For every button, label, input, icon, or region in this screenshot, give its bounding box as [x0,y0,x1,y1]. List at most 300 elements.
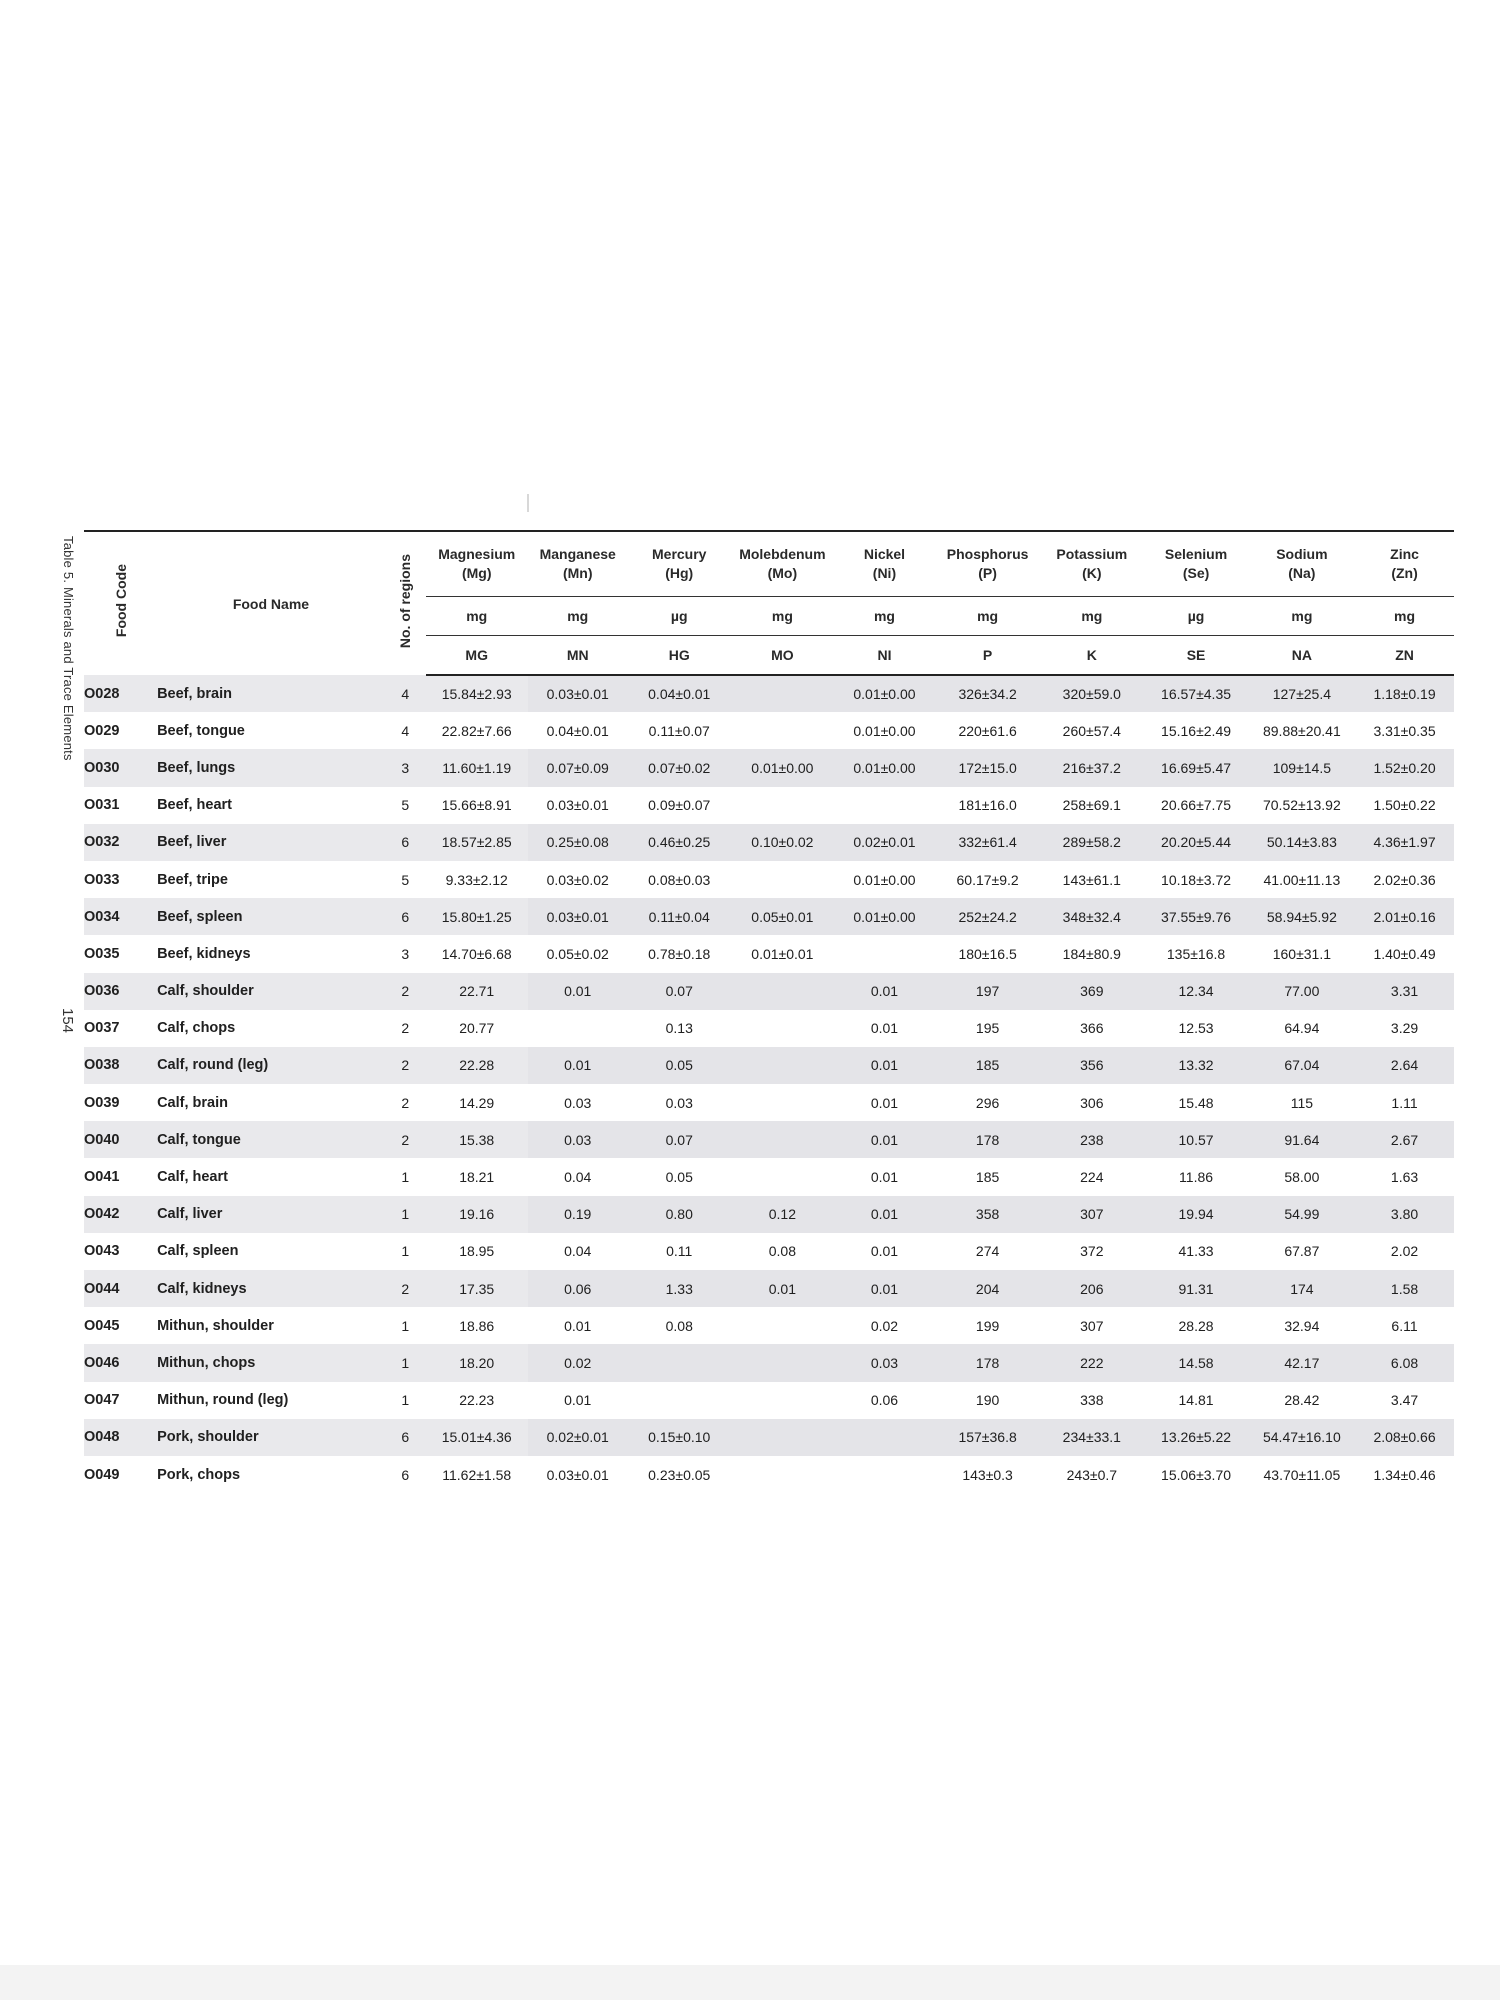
value-cell: 1.63 [1390,1169,1419,1186]
value-cell [528,1010,628,1047]
value-cell: 0.02±0.01 [528,1419,628,1456]
food-code-cell: O037 [84,1020,120,1037]
nutrient-unit: µg [1143,597,1248,636]
nutrient-header [834,531,935,597]
value-cell: 0.01 [564,1317,592,1334]
value-cell: 54.47±16.10 [1249,1419,1355,1456]
value-cell: 20.20±5.44 [1143,824,1248,861]
value-cell: 0.01±0.00 [834,749,935,786]
value-cell: 178 [935,1121,1040,1158]
value-cell: 0.02 [528,1344,628,1381]
value-cell: 2.02 [1390,1243,1419,1260]
value-cell: 0.01 [870,1243,899,1260]
value-cell: 1.50±0.22 [1373,797,1436,814]
value-cell: 0.01 [564,1392,592,1409]
value-cell: 224 [1080,1169,1104,1186]
value-cell [731,1307,834,1344]
value-cell: 0.04±0.01 [628,675,731,712]
table-row [84,973,1454,1010]
nutrient-name: Phosphorus [946,546,1029,562]
value-cell: 260±57.4 [1062,722,1121,739]
food-name-cell: Calf, brain [157,1094,228,1111]
value-cell: 0.08 [768,1243,796,1260]
value-cell [731,1047,834,1084]
table-row [84,1382,1454,1419]
value-cell: 0.01 [731,1270,834,1307]
value-cell: 64.94 [1284,1020,1320,1037]
value-cell [731,1456,834,1493]
value-cell: 0.01±0.00 [731,749,834,786]
nutrient-tag: MG [426,636,528,676]
nutrient-symbol: (Mo) [767,565,798,581]
food-name-cell: Beef, tripe [157,871,228,888]
nutrient-symbol: (Mn) [562,565,593,581]
nutrient-symbol: (Ni) [872,565,897,581]
nutrient-name: Selenium [1164,546,1228,562]
value-cell: 332±61.4 [935,824,1040,861]
value-cell: 1.52±0.20 [1355,749,1454,786]
regions-cell: 2 [385,1121,426,1158]
table-row [84,935,1454,972]
food-name-cell: Beef, liver [157,824,385,861]
nutrient-name: Mercury [652,546,707,562]
value-cell: 0.07±0.09 [528,749,628,786]
value-cell: 135±16.8 [1166,945,1226,962]
food-code-cell: O038 [84,1047,157,1084]
value-cell: 197 [935,973,1040,1010]
food-code-cell: O049 [84,1466,120,1483]
nutrient-tag: NA [1249,636,1355,676]
nutrient-unit: µg [628,597,731,636]
value-cell: 15.06±3.70 [1161,1466,1232,1483]
food-code-cell: O044 [84,1270,157,1307]
value-cell: 326±34.2 [935,675,1040,712]
value-cell: 0.01 [870,1020,899,1037]
table-row [84,1158,1454,1195]
food-name-cell: Calf, chops [157,1020,236,1037]
value-cell: 0.11±0.04 [628,898,731,935]
food-code-cell: O029 [84,722,120,739]
table-body [84,675,1454,1493]
value-cell: 22.23 [459,1392,495,1409]
value-cell: 234±33.1 [1040,1419,1143,1456]
value-cell [628,1344,731,1381]
value-cell: 12.53 [1178,1020,1214,1037]
value-cell: 0.01±0.00 [834,898,935,935]
value-cell: 10.57 [1143,1121,1248,1158]
value-cell: 0.08±0.03 [648,871,711,888]
food-code-cell: O035 [84,945,120,962]
value-cell: 58.94±5.92 [1249,898,1355,935]
value-cell: 0.01 [834,1047,935,1084]
nutrient-header [1355,531,1454,597]
food-name-cell: Beef, kidneys [157,945,251,962]
value-cell: 0.01 [870,1094,899,1111]
nutrient-header [1249,531,1355,597]
nutrient-symbol: (Na) [1288,565,1316,581]
value-cell: 160±31.1 [1272,945,1332,962]
value-cell: 10.18±3.72 [1161,871,1232,888]
table-row [84,1121,1454,1158]
nutrient-name: Nickel [863,546,906,562]
value-cell: 2.08±0.66 [1355,1419,1454,1456]
food-name-header: Food Name [157,531,385,675]
value-cell: 338 [1080,1392,1104,1409]
food-code-cell: O042 [84,1196,157,1233]
value-cell: 15.38 [426,1121,528,1158]
nutrient-tag: MN [528,636,628,676]
food-name-cell: Beef, brain [157,675,385,712]
value-cell: 3.47 [1390,1392,1419,1409]
value-cell: 0.03 [528,1121,628,1158]
regions-cell: 2 [401,1020,410,1037]
value-cell: 0.12 [731,1196,834,1233]
value-cell: 184±80.9 [1062,945,1121,962]
value-cell: 190 [975,1392,1000,1409]
value-cell: 0.06 [528,1270,628,1307]
food-name-cell: Beef, tongue [157,722,245,739]
value-cell: 42.17 [1249,1344,1355,1381]
value-cell [628,1382,731,1419]
nutrient-unit: mg [834,597,935,636]
value-cell: 127±25.4 [1249,675,1355,712]
food-code-cell: O030 [84,749,157,786]
value-cell: 0.04 [564,1169,592,1186]
value-cell: 358 [935,1196,1040,1233]
nutrient-tag: K [1040,636,1143,676]
food-name-cell: Pork, shoulder [157,1419,385,1456]
value-cell: 0.10±0.02 [731,824,834,861]
table-row [84,1233,1454,1270]
value-cell: 22.28 [426,1047,528,1084]
value-cell: 0.01 [834,1270,935,1307]
food-code-cell: O046 [84,1344,157,1381]
value-cell: 195 [975,1020,1000,1037]
food-code-cell: O039 [84,1094,120,1111]
value-cell: 9.33±2.12 [445,871,508,888]
food-code-cell: O036 [84,973,157,1010]
nutrient-unit: mg [426,597,528,636]
nutrient-header [528,531,628,597]
value-cell: 174 [1249,1270,1355,1307]
value-cell: 306 [1080,1094,1104,1111]
value-cell [731,861,834,898]
nutrient-tag: ZN [1355,636,1454,676]
nutrient-unit: mg [1355,597,1454,636]
food-name-cell: Calf, heart [157,1169,228,1186]
value-cell: 109±14.5 [1249,749,1355,786]
value-cell: 19.16 [426,1196,528,1233]
value-cell: 1.34±0.46 [1373,1466,1436,1483]
value-cell: 67.04 [1249,1047,1355,1084]
value-cell: 178 [935,1344,1040,1381]
value-cell: 67.87 [1284,1243,1320,1260]
value-cell: 172±15.0 [935,749,1040,786]
value-cell: 19.94 [1143,1196,1248,1233]
nutrient-header [426,531,528,597]
value-cell: 18.86 [459,1317,495,1334]
food-name-cell: Mithun, shoulder [157,1317,274,1334]
regions-cell: 1 [401,1169,410,1186]
table-row [84,749,1454,786]
value-cell [731,787,834,824]
regions-cell: 3 [401,945,410,962]
regions-cell: 3 [385,749,426,786]
value-cell: 220±61.6 [958,722,1017,739]
value-cell: 252±24.2 [935,898,1040,935]
table-row [84,1084,1454,1121]
value-cell: 22.82±7.66 [441,722,512,739]
regions-cell: 6 [385,898,426,935]
nutrient-symbol: (P) [978,565,997,581]
value-cell: 143±61.1 [1062,871,1121,888]
value-cell [731,675,834,712]
table-row [84,1196,1454,1233]
value-cell: 13.32 [1143,1047,1248,1084]
value-cell: 0.05±0.01 [731,898,834,935]
food-code-cell: O031 [84,797,120,814]
value-cell: 54.99 [1249,1196,1355,1233]
value-cell: 157±36.8 [935,1419,1040,1456]
value-cell: 206 [1040,1270,1143,1307]
value-cell: 6.11 [1391,1317,1418,1334]
value-cell: 28.42 [1284,1392,1320,1409]
value-cell: 0.03±0.01 [528,898,628,935]
nutrient-unit: mg [528,597,628,636]
value-cell: 3.80 [1355,1196,1454,1233]
value-cell: 296 [975,1094,1000,1111]
value-cell: 91.64 [1249,1121,1355,1158]
value-cell [731,1084,834,1121]
regions-cell: 2 [401,1094,410,1111]
value-cell: 58.00 [1284,1169,1320,1186]
food-code-cell: O045 [84,1317,120,1334]
food-name-cell: Calf, tongue [157,1121,385,1158]
regions-cell: 1 [401,1243,410,1260]
value-cell: 369 [1040,973,1143,1010]
food-name-cell: Calf, shoulder [157,973,385,1010]
value-cell: 320±59.0 [1040,675,1143,712]
value-cell: 348±32.4 [1040,898,1143,935]
value-cell: 0.01±0.01 [751,945,814,962]
table-row [84,1456,1454,1493]
nutrient-header [628,531,731,597]
table-row [84,1047,1454,1084]
value-cell: 15.80±1.25 [426,898,528,935]
value-cell: 2.01±0.16 [1355,898,1454,935]
table-row [84,1270,1454,1307]
value-cell: 50.14±3.83 [1249,824,1355,861]
value-cell: 0.01±0.00 [853,722,916,739]
value-cell: 0.04±0.01 [546,722,609,739]
value-cell: 0.01 [834,1121,935,1158]
value-cell: 41.33 [1178,1243,1214,1260]
value-cell: 143±0.3 [962,1466,1013,1483]
food-name-cell: Calf, kidneys [157,1270,385,1307]
value-cell: 89.88±20.41 [1262,722,1341,739]
regions-cell: 2 [385,1047,426,1084]
nutrient-name: Magnesium [438,546,516,562]
value-cell: 4.36±1.97 [1355,824,1454,861]
value-cell: 0.03 [564,1094,592,1111]
value-cell: 3.31 [1355,973,1454,1010]
nutrient-symbol: (Hg) [665,565,694,581]
minerals-table [84,530,1454,1493]
value-cell: 0.05 [665,1169,693,1186]
value-cell: 307 [1080,1317,1104,1334]
value-cell: 0.07 [628,1121,731,1158]
value-cell: 0.13 [665,1020,693,1037]
regions-cell: 5 [401,871,410,888]
value-cell: 1.11 [1391,1094,1418,1111]
value-cell: 0.02 [870,1317,899,1334]
value-cell: 3.29 [1390,1020,1419,1037]
value-cell: 307 [1040,1196,1143,1233]
food-name-cell: Mithun, chops [157,1344,385,1381]
value-cell: 1.40±0.49 [1373,945,1436,962]
value-cell: 18.21 [459,1169,495,1186]
food-name-cell: Calf, round (leg) [157,1047,385,1084]
value-cell: 3.31±0.35 [1373,722,1436,739]
nutrient-name: Sodium [1276,546,1328,562]
value-cell: 0.15±0.10 [628,1419,731,1456]
value-cell: 0.01 [834,1196,935,1233]
value-cell: 0.09±0.07 [648,797,711,814]
value-cell: 2.02±0.36 [1373,871,1436,888]
food-code-cell: O033 [84,871,120,888]
table-row [84,898,1454,935]
value-cell: 0.11 [666,1243,693,1260]
value-cell: 185 [975,1169,1000,1186]
value-cell: 243±0.7 [1066,1466,1118,1483]
value-cell: 37.55±9.76 [1143,898,1248,935]
value-cell: 0.80 [628,1196,731,1233]
value-cell: 356 [1040,1047,1143,1084]
value-cell: 372 [1080,1243,1104,1260]
value-cell [731,1121,834,1158]
value-cell [731,1158,834,1195]
food-code-header: Food Code [84,531,157,675]
value-cell: 0.06 [870,1392,899,1409]
value-cell: 0.03±0.01 [546,797,609,814]
value-cell: 41.00±11.13 [1263,871,1341,888]
value-cell: 0.01 [834,973,935,1010]
value-cell: 14.70±6.68 [441,945,512,962]
value-cell: 0.25±0.08 [528,824,628,861]
value-cell: 1.58 [1355,1270,1454,1307]
value-cell: 6.08 [1355,1344,1454,1381]
value-cell: 366 [1080,1020,1104,1037]
value-cell: 43.70±11.05 [1263,1466,1341,1483]
food-code-cell: O032 [84,824,157,861]
food-code-cell: O034 [84,898,157,935]
value-cell: 14.58 [1143,1344,1248,1381]
value-cell: 17.35 [426,1270,528,1307]
nutrient-name: Zinc [1390,546,1419,562]
regions-cell: 6 [385,824,426,861]
value-cell: 185 [935,1047,1040,1084]
table-row [84,1010,1454,1047]
regions-cell: 4 [401,722,410,739]
value-cell: 13.26±5.22 [1143,1419,1248,1456]
table-row [84,675,1454,712]
value-cell: 0.03±0.02 [546,871,609,888]
value-cell: 0.01 [528,973,628,1010]
value-cell: 0.05±0.02 [546,945,609,962]
table-row [84,787,1454,824]
nutrient-unit: mg [935,597,1040,636]
value-cell: 0.02±0.01 [834,824,935,861]
value-cell: 204 [935,1270,1040,1307]
value-cell: 0.07 [628,973,731,1010]
food-code-cell: O047 [84,1392,120,1409]
nutrient-symbol: (K) [1082,565,1102,581]
value-cell: 70.52±13.92 [1262,797,1341,814]
value-cell: 115 [1290,1094,1314,1111]
food-code-cell: O028 [84,675,157,712]
value-cell: 18.57±2.85 [426,824,528,861]
value-cell [731,1382,834,1419]
food-name-cell: Calf, spleen [157,1243,239,1260]
value-cell: 2.67 [1355,1121,1454,1158]
value-cell: 77.00 [1249,973,1355,1010]
value-cell: 0.01±0.00 [853,871,916,888]
value-cell: 0.01±0.00 [834,675,935,712]
table-row [84,1344,1454,1381]
value-cell: 0.04 [564,1243,592,1260]
value-cell: 14.29 [459,1094,495,1111]
value-cell: 16.69±5.47 [1143,749,1248,786]
regions-cell: 5 [401,797,410,814]
value-cell: 2.64 [1355,1047,1454,1084]
value-cell: 274 [975,1243,1000,1260]
table-row [84,1307,1454,1344]
value-cell: 180±16.5 [958,945,1017,962]
value-cell: 0.01 [528,1047,628,1084]
regions-cell: 2 [385,1270,426,1307]
value-cell: 0.46±0.25 [628,824,731,861]
value-cell [731,973,834,1010]
nutrient-name: Molebdenum [739,546,826,562]
value-cell: 199 [975,1317,1000,1334]
value-cell: 0.78±0.18 [648,945,711,962]
nutrient-tag: NI [834,636,935,676]
value-cell: 20.66±7.75 [1161,797,1232,814]
value-cell: 14.81 [1178,1392,1214,1409]
value-cell: 22.71 [426,973,528,1010]
value-cell [834,935,935,972]
nutrient-name: Potassium [1056,546,1128,562]
regions-cell: 2 [385,973,426,1010]
nutrient-header [1040,531,1143,597]
value-cell: 258±69.1 [1062,797,1121,814]
value-cell: 15.48 [1178,1094,1214,1111]
nutrient-symbol: (Zn) [1391,565,1418,581]
table-row [84,712,1454,749]
table-row [84,824,1454,861]
value-cell: 0.03±0.01 [546,1466,609,1483]
value-cell: 0.08 [665,1317,693,1334]
header-row-names [84,531,1454,597]
nutrient-tag: MO [731,636,834,676]
regions-cell: 1 [385,1196,426,1233]
value-cell [834,787,935,824]
nutrient-unit: mg [1040,597,1143,636]
table-row [84,861,1454,898]
food-name-cell: Pork, chops [157,1466,241,1483]
value-cell [731,1419,834,1456]
food-name-cell: Beef, heart [157,797,233,814]
